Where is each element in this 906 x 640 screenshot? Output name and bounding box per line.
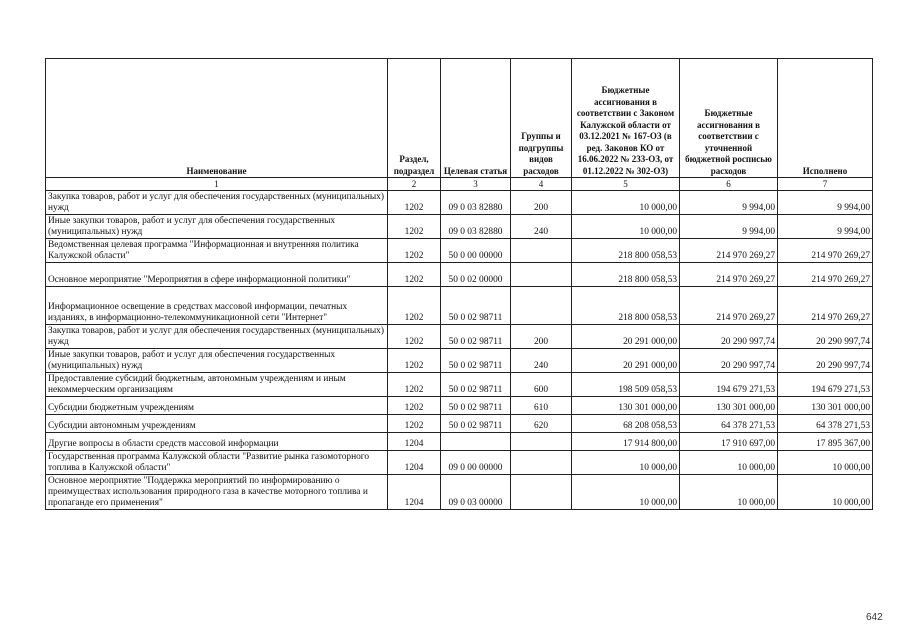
row-law-amount: 198 509 058,53 xyxy=(572,373,680,397)
table-row xyxy=(46,325,873,349)
row-name: Закупка товаров, работ и услуг для обеспечения государственных (муниципальных) нужд xyxy=(46,325,388,349)
row-refined-amount: 214 970 269,27 xyxy=(680,239,778,263)
row-refined-amount: 9 994,00 xyxy=(680,215,778,239)
row-group-code: 600 xyxy=(511,373,572,397)
row-executed-amount: 17 895 367,00 xyxy=(778,433,873,451)
row-refined-amount: 20 290 997,74 xyxy=(680,325,778,349)
budget-table xyxy=(45,58,873,510)
row-executed-amount: 10 000,00 xyxy=(778,475,873,510)
table-row xyxy=(46,373,873,397)
row-section: 1202 xyxy=(388,397,441,415)
row-refined-amount: 10 000,00 xyxy=(680,451,778,475)
row-name: Субсидии автономным учреждениям xyxy=(46,415,388,433)
column-number: 2 xyxy=(388,178,441,191)
row-executed-amount: 64 378 271,53 xyxy=(778,415,873,433)
row-name: Предоставление субсидий бюджетным, автономным учреждениям и иным некоммерческим организациям xyxy=(46,373,388,397)
row-section: 1204 xyxy=(388,475,441,510)
row-executed-amount: 20 290 997,74 xyxy=(778,325,873,349)
row-executed-amount: 130 301 000,00 xyxy=(778,397,873,415)
row-section: 1202 xyxy=(388,373,441,397)
table-row xyxy=(46,287,873,325)
row-law-amount: 218 800 058,53 xyxy=(572,239,680,263)
row-executed-amount: 9 994,00 xyxy=(778,191,873,215)
row-target-code: 09 0 03 82880 xyxy=(441,191,511,215)
row-group-code: 200 xyxy=(511,325,572,349)
row-refined-amount: 9 994,00 xyxy=(680,191,778,215)
row-name: Основное мероприятие "Мероприятия в сфере информационной политики" xyxy=(46,263,388,287)
table-row xyxy=(46,263,873,287)
column-number: 7 xyxy=(778,178,873,191)
row-target-code xyxy=(441,433,511,451)
row-section: 1204 xyxy=(388,451,441,475)
row-section: 1202 xyxy=(388,287,441,325)
row-target-code: 09 0 03 00000 xyxy=(441,475,511,510)
column-number: 6 xyxy=(680,178,778,191)
header-law-allocations: Бюджетные ассигнования в соответствии с Законом Калужской области от 03.12.2021 № 167-ОЗ (в ред. Законов КО от 16.06.2022 № 233-ОЗ, от 01.12.2022 № 302-ОЗ) xyxy=(572,59,680,178)
table-row xyxy=(46,397,873,415)
row-refined-amount: 214 970 269,27 xyxy=(680,263,778,287)
row-group-code xyxy=(511,451,572,475)
row-section: 1202 xyxy=(388,349,441,373)
column-number: 4 xyxy=(511,178,572,191)
row-law-amount: 218 800 058,53 xyxy=(572,287,680,325)
row-law-amount: 10 000,00 xyxy=(572,215,680,239)
table-row xyxy=(46,239,873,263)
row-group-code xyxy=(511,239,572,263)
table-row xyxy=(46,349,873,373)
row-group-code xyxy=(511,263,572,287)
row-group-code xyxy=(511,433,572,451)
table-header-row xyxy=(46,59,873,178)
row-name: Иные закупки товаров, работ и услуг для обеспечения государственных (муниципальных) нужд xyxy=(46,349,388,373)
row-name: Информационное освещение в средствах массовой информации, печатных изданиях, в информационно-телекоммуникационной сети "Интернет" xyxy=(46,287,388,325)
row-law-amount: 17 914 800,00 xyxy=(572,433,680,451)
row-group-code: 200 xyxy=(511,191,572,215)
row-target-code: 50 0 02 98711 xyxy=(441,325,511,349)
row-executed-amount: 214 970 269,27 xyxy=(778,239,873,263)
table-row xyxy=(46,415,873,433)
row-target-code: 09 0 03 82880 xyxy=(441,215,511,239)
row-name: Другие вопросы в области средств массовой информации xyxy=(46,433,388,451)
row-law-amount: 218 800 058,53 xyxy=(572,263,680,287)
row-target-code: 50 0 02 00000 xyxy=(441,263,511,287)
row-refined-amount: 10 000,00 xyxy=(680,475,778,510)
row-target-code: 50 0 02 98711 xyxy=(441,373,511,397)
row-law-amount: 130 301 000,00 xyxy=(572,397,680,415)
row-name: Иные закупки товаров, работ и услуг для обеспечения государственных (муниципальных) нужд xyxy=(46,215,388,239)
row-executed-amount: 10 000,00 xyxy=(778,451,873,475)
table-row xyxy=(46,451,873,475)
row-law-amount: 10 000,00 xyxy=(572,475,680,510)
row-section: 1202 xyxy=(388,325,441,349)
row-section: 1202 xyxy=(388,215,441,239)
row-law-amount: 20 291 000,00 xyxy=(572,325,680,349)
row-law-amount: 20 291 000,00 xyxy=(572,349,680,373)
row-refined-amount: 17 910 697,00 xyxy=(680,433,778,451)
row-section: 1204 xyxy=(388,433,441,451)
table-row xyxy=(46,433,873,451)
header-name: Наименование xyxy=(46,59,388,178)
row-name: Основное мероприятие "Поддержка мероприятий по информированию о преимуществах использования природного газа в качестве моторного топлива и пропаганде его применения" xyxy=(46,475,388,510)
header-target: Целевая статья xyxy=(441,59,511,178)
row-name: Государственная программа Калужской области "Развитие рынка газомоторного топлива в Калужской области" xyxy=(46,451,388,475)
row-refined-amount: 214 970 269,27 xyxy=(680,287,778,325)
header-executed: Исполнено xyxy=(778,59,873,178)
table-row xyxy=(46,215,873,239)
row-group-code: 240 xyxy=(511,349,572,373)
table-row xyxy=(46,475,873,510)
table-row xyxy=(46,191,873,215)
row-law-amount: 68 208 058,53 xyxy=(572,415,680,433)
row-group-code: 610 xyxy=(511,397,572,415)
row-executed-amount: 194 679 271,53 xyxy=(778,373,873,397)
row-section: 1202 xyxy=(388,415,441,433)
row-refined-amount: 194 679 271,53 xyxy=(680,373,778,397)
row-name: Субсидии бюджетным учреждениям xyxy=(46,397,388,415)
row-group-code: 620 xyxy=(511,415,572,433)
row-executed-amount: 214 970 269,27 xyxy=(778,287,873,325)
row-group-code: 240 xyxy=(511,215,572,239)
column-number: 1 xyxy=(46,178,388,191)
column-number: 3 xyxy=(441,178,511,191)
row-law-amount: 10 000,00 xyxy=(572,191,680,215)
row-executed-amount: 214 970 269,27 xyxy=(778,263,873,287)
row-target-code: 50 0 00 00000 xyxy=(441,239,511,263)
row-name: Закупка товаров, работ и услуг для обеспечения государственных (муниципальных) нужд xyxy=(46,191,388,215)
row-executed-amount: 9 994,00 xyxy=(778,215,873,239)
header-refined-allocations: Бюджетные ассигнования в соответствии с уточненной бюджетной росписью расходов xyxy=(680,59,778,178)
page-number: 642 xyxy=(866,612,883,623)
table-body xyxy=(46,191,873,510)
row-executed-amount: 20 290 997,74 xyxy=(778,349,873,373)
header-section: Раздел, подраздел xyxy=(388,59,441,178)
row-name: Ведомственная целевая программа "Информационная и внутренняя политика Калужской области" xyxy=(46,239,388,263)
row-target-code: 50 0 02 98711 xyxy=(441,287,511,325)
row-refined-amount: 64 378 271,53 xyxy=(680,415,778,433)
header-groups: Группы и подгруппы видов расходов xyxy=(511,59,572,178)
column-number-row xyxy=(46,178,873,191)
row-refined-amount: 130 301 000,00 xyxy=(680,397,778,415)
row-law-amount: 10 000,00 xyxy=(572,451,680,475)
row-section: 1202 xyxy=(388,239,441,263)
row-group-code xyxy=(511,475,572,510)
column-number: 5 xyxy=(572,178,680,191)
row-section: 1202 xyxy=(388,191,441,215)
row-target-code: 50 0 02 98711 xyxy=(441,397,511,415)
row-target-code: 09 0 00 00000 xyxy=(441,451,511,475)
row-group-code xyxy=(511,287,572,325)
row-refined-amount: 20 290 997,74 xyxy=(680,349,778,373)
row-target-code: 50 0 02 98711 xyxy=(441,415,511,433)
row-section: 1202 xyxy=(388,263,441,287)
row-target-code: 50 0 02 98711 xyxy=(441,349,511,373)
